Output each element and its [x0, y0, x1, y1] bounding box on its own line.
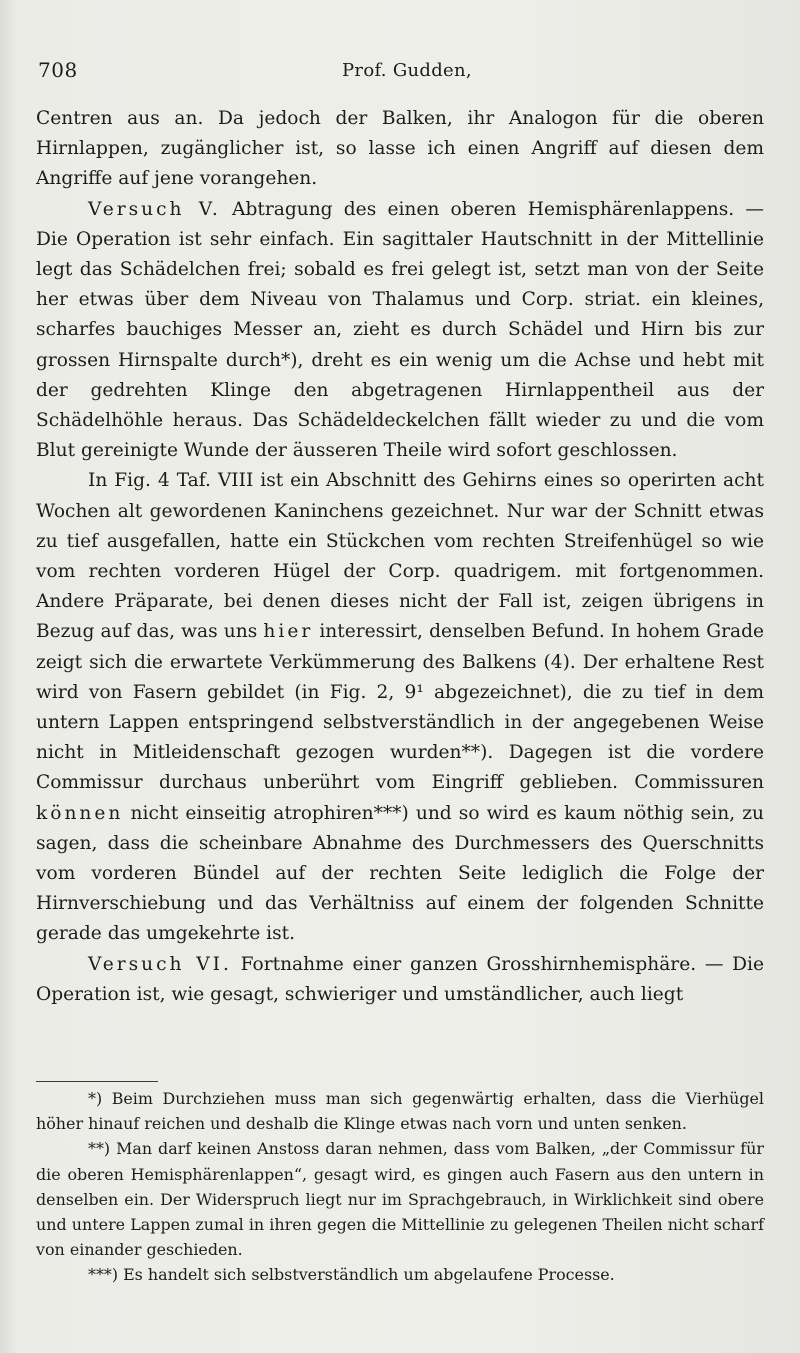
- fig-4-text-b: interessirt, denselben Befund. In hohem Grade zeigt sich die erwartete Verkümmerung des Balkens (4). Der erhaltene Rest wird von Fasern gebildet (in Fig. 2, 9¹ abgezeichnet), die zu tief in dem untern Lappen entspringend selbstverständlich in der angegebenen Weise nicht in Mitleidenschaft gezogen wurden**). Dagegen ist die vordere Commissur durchaus unberührt vom Eingriff geblieben. Commissuren: [36, 621, 764, 794]
- paragraph-1: Centren aus an. Da jedoch der Balken, ihr Analogon für die oberen Hirnlappen, zugänglicher ist, so lasse ich einen Angriff auf diesen dem Angriffe auf jene vorangehen.: [36, 108, 764, 190]
- versuch-v-text: Abtragung des einen oberen Hemisphärenlappens. — Die Operation ist sehr einfach. Ein sagittaler Hautschnitt in der Mittellinie legt das Schädelchen frei; sobald es frei gelegt ist, setzt man von der Seite her etwas über dem Niveau von Thalamus und Corp. striat. ein kleines, scharfes bauchiges Messer an, zieht es durch Schädel und Hirn bis zur grossen Hirnspalte durch*), dreht es ein wenig um die Achse und hebt mit der gedrehten Klinge den abgetragenen Hirnlappentheil aus der Schädelhöhle heraus. Das Schädeldeckelchen fällt wieder zu und die vom Blut gereinigte Wunde der äusseren Theile wird sofort geschlossen.: [36, 198, 764, 462]
- fig-4-text-c: nicht einseitig atrophiren***) und so wird es kaum nöthig sein, zu sagen, dass die scheinbare Abnahme des Durchmessers des Querschnitts vom vorderen Bündel auf der rechten Seite lediglich die Folge der Hirnverschiebung und das Verhältniss auf einem der folgenden Schnitte gerade das umgekehrte ist.: [36, 802, 764, 945]
- paragraph-fig-4: [36, 466, 764, 949]
- body-text: [36, 104, 764, 1010]
- page-number: 708: [38, 58, 78, 82]
- footnotes: [36, 1086, 764, 1288]
- page-header: [38, 58, 770, 88]
- emphasis-koennen: können: [36, 802, 124, 824]
- footnote-3: ***) Es handelt sich selbstverständlich um abgelaufene Processe.: [88, 1265, 615, 1285]
- paragraph-versuch-v: [36, 195, 764, 467]
- fig-4-text-a: In Fig. 4 Taf. VIII ist ein Abschnitt des Gehirns eines so operirten acht Wochen alt gewordenen Kaninchens gezeichnet. Nur war der Schnitt etwas zu tief ausgefallen, hatte ein Stückchen vom rechten Streifenhügel so wie vom rechten vorderen Hügel der Corp. quadrigem. mit fortgenommen. Andere Präparate, bei denen dieses nicht der Fall ist, zeigen übrigens in Bezug auf das, was uns: [36, 470, 764, 643]
- footnote-2: **) Man darf keinen Anstoss daran nehmen, dass vom Balken, „der Commissur für die oberen Hemisphärenlappen“, gesagt wird, es gingen auch Fasern aus den untern in denselben ein. Der Widerspruch liegt nur im Sprachgebrauch, in Wirklichkeit sind obere und untere Lappen zumal in ihren gegen die Mittellinie zu gelegenen Theilen nicht scharf von einander geschieden.: [36, 1139, 764, 1260]
- emphasis-hier: hier: [263, 621, 314, 643]
- paragraph-versuch-vi: [36, 950, 764, 1010]
- footnote-rule: [36, 1081, 158, 1082]
- versuch-v-label: Versuch V.: [88, 198, 221, 220]
- versuch-vi-label: Versuch VI.: [88, 953, 232, 975]
- versuch-vi-text: Fortnahme einer ganzen Grosshirnhemisphäre. — Die Operation ist, wie gesagt, schwieriger und umständlicher, auch liegt: [36, 953, 764, 1005]
- running-head: Prof. Gudden,: [342, 60, 472, 81]
- footnote-1: *) Beim Durchziehen muss man sich gegenwärtig erhalten, dass die Vierhügel höher hinauf reichen und deshalb die Klinge etwas nach vorn und unten senken.: [36, 1089, 764, 1134]
